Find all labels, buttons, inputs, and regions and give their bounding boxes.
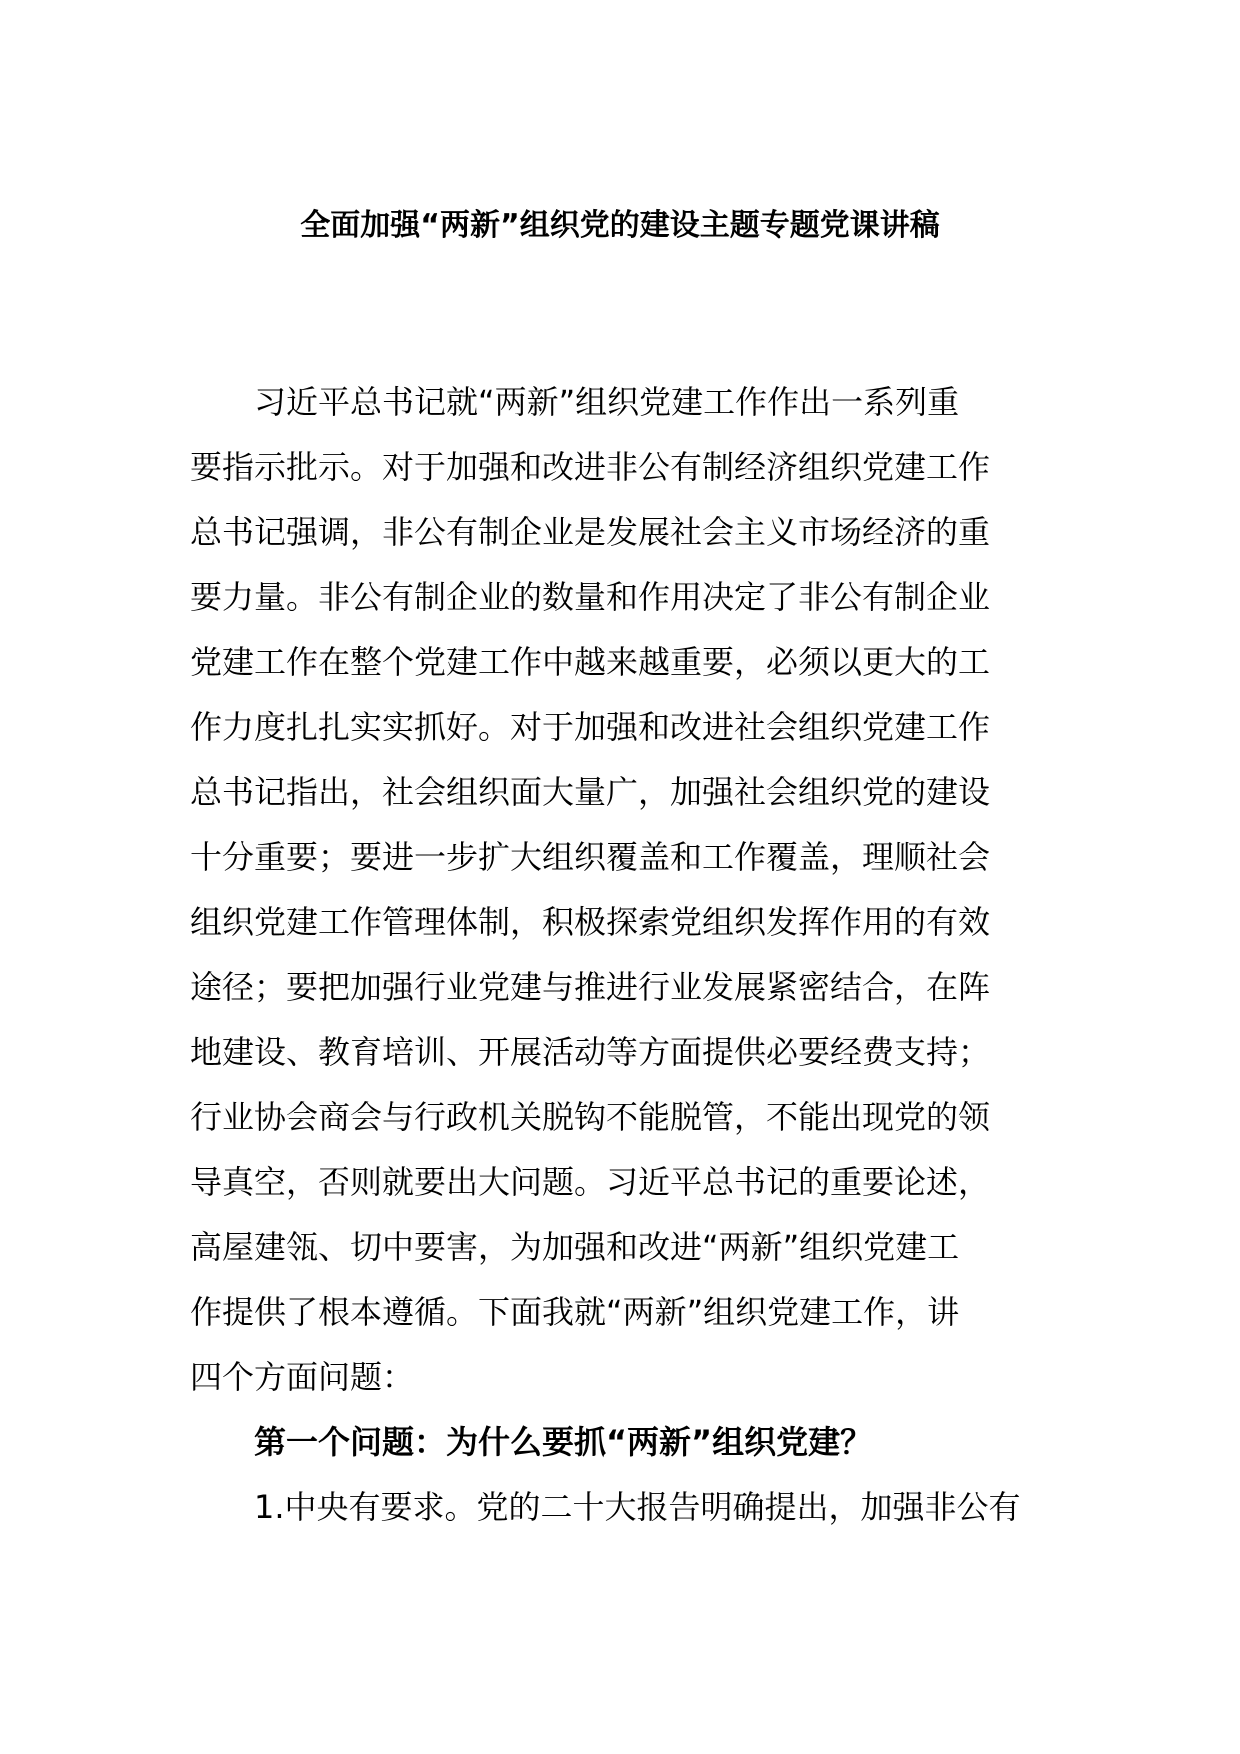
paragraph-line: 途径；要把加强行业党建与推进行业发展紧密结合，在阵 (190, 968, 991, 1006)
paragraph-line: 十分重要；要进一步扩大组织覆盖和工作覆盖，理顺社会 (190, 838, 991, 876)
section-heading: 第一个问题：为什么要抓“两新”组织党建？ (254, 1423, 873, 1461)
paragraph-line: 总书记指出，社会组织面大量广，加强社会组织党的建设 (190, 773, 991, 811)
paragraph-line: 作力度扎扎实实抓好。对于加强和改进社会组织党建工作 (190, 708, 991, 746)
numbered-point: 1.中央有要求。党的二十大报告明确提出，加强非公有 (254, 1488, 1021, 1526)
paragraph-line: 作提供了根本遵循。下面我就“两新”组织党建工作，讲 (190, 1293, 960, 1331)
document-title: 全面加强“两新”组织党的建设主题专题党课讲稿 (300, 208, 940, 243)
paragraph-line: 组织党建工作管理体制，积极探索党组织发挥作用的有效 (190, 903, 991, 941)
document-body (190, 370, 1052, 1540)
paragraph-line: 四个方面问题： (190, 1358, 415, 1396)
paragraph-line: 要力量。非公有制企业的数量和作用决定了非公有制企业 (190, 578, 991, 616)
paragraph-line: 高屋建瓴、切中要害，为加强和改进“两新”组织党建工 (190, 1228, 960, 1266)
paragraph-line: 要指示批示。对于加强和改进非公有制经济组织党建工作 (190, 448, 991, 486)
paragraph-line: 导真空，否则就要出大问题。习近平总书记的重要论述， (190, 1163, 991, 1201)
paragraph-line: 党建工作在整个党建工作中越来越重要，必须以更大的工 (190, 643, 991, 681)
paragraph-line: 总书记强调，非公有制企业是发展社会主义市场经济的重 (190, 513, 991, 551)
paragraph-line: 地建设、教育培训、开展活动等方面提供必要经费支持； (190, 1033, 991, 1071)
paragraph-line: 行业协会商会与行政机关脱钩不能脱管，不能出现党的领 (190, 1098, 991, 1136)
paragraph-line: 习近平总书记就“两新”组织党建工作作出一系列重 (254, 383, 960, 421)
